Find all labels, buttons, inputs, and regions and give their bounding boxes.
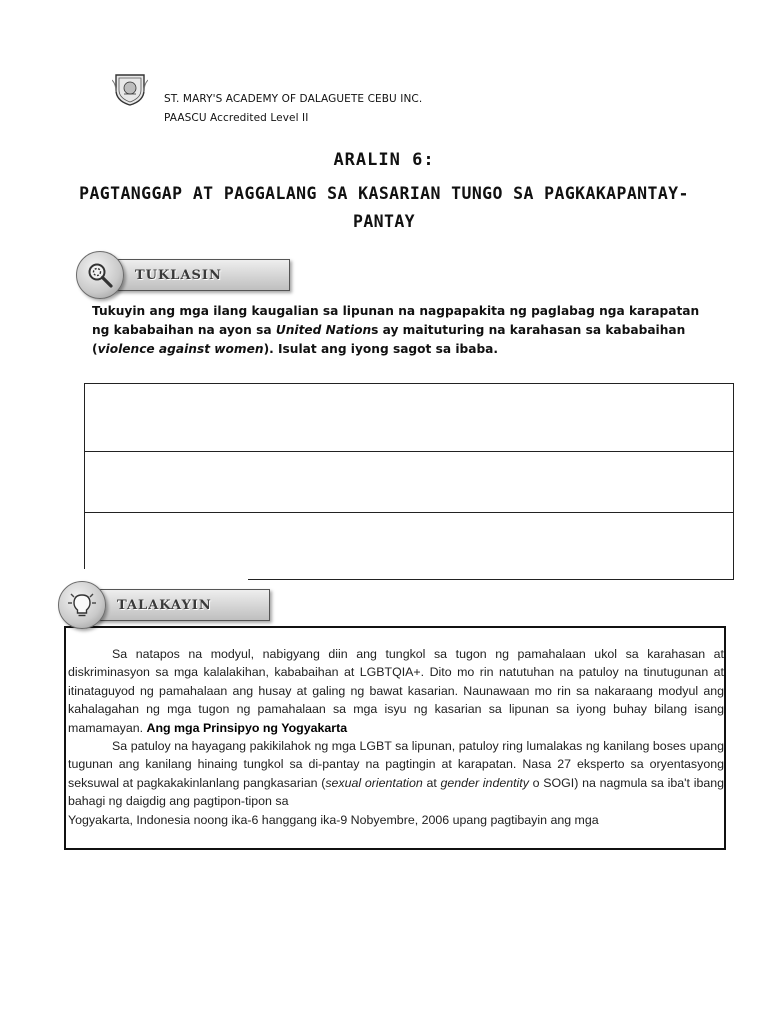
paragraph-2-body-c: o SOGI) na nagmula sa iba't ibang bahagi ng daigdig ang pagtipon-tipon sa — [68, 775, 725, 809]
lesson-title-line-2: PANTAY — [352, 212, 415, 231]
discussion-text — [68, 645, 724, 829]
paragraph-3: Yogyakarta, Indonesia noong ika-6 hanggang ika-9 Nobyembre, 2006 upang pagtibayin ang mga — [68, 812, 599, 827]
school-name: ST. MARY'S ACADEMY OF DALAGUETE CEBU INC. — [164, 93, 423, 105]
instr-part-5: ). Isulat ang iyong sagot sa ibaba. — [263, 342, 499, 356]
talakayin-discussion-box — [64, 626, 726, 850]
school-seal-logo — [112, 72, 148, 106]
lightbulb-icon — [58, 581, 106, 629]
yogyakarta-heading: Ang mga Prinsipyo ng Yogyakarta — [146, 720, 348, 735]
paragraph-1 — [68, 645, 724, 737]
talakayin-label-bar — [82, 589, 270, 621]
sexual-orientation-term: sexual orientation — [325, 775, 423, 790]
tuklasin-label: TUKLASIN — [135, 267, 222, 283]
answer-row-1[interactable] — [84, 383, 734, 452]
instr-part-1: Tukuyin ang mga ilang kaugalian sa lipunan na nagpapakita ng paglabag nga karapatan ng kababaihan na ayon sa — [92, 304, 700, 337]
tuklasin-label-bar — [100, 259, 290, 291]
lesson-title — [0, 180, 768, 236]
answer-row-2[interactable] — [84, 451, 734, 513]
school-accreditation: PAASCU Accredited Level II — [164, 112, 309, 124]
paragraph-2-body-b: at — [422, 775, 441, 790]
gender-identity-term: gender indentity — [440, 775, 529, 790]
tuklasin-instructions — [92, 302, 712, 359]
talakayin-label: TALAKAYIN — [117, 597, 212, 613]
lesson-title-line-1: PAGTANGGAP AT PAGGALANG SA KASARIAN TUNGO SA PAGKAKAPANTAY- — [79, 184, 689, 203]
instr-united-nations: United Nation — [275, 323, 372, 337]
paragraph-1-body: Sa natapos na modyul, nabigyang diin ang tungkol sa tugon ng pamahalaan ukol sa karahasan at diskriminasyon sa mga kalalakihan, kababaihan at LGBTQIA+. Dito mo rin natutuhan na patuloy na tinutugunan at itinataguyod ng pamahalaan ang husay at galing ng bawat kasarian. Naunawaan mo rin sa nakaraang modyul ang kahalagahan ng mga tugon ng pamahalaan sa mga isyu ng kasarian sa lipunan sa iyong buhay bilang isang mamamayan. — [68, 647, 724, 735]
magnifier-gear-icon — [76, 251, 124, 299]
instr-violence-against-women: violence against women — [97, 342, 264, 356]
instr-part-3: s ay maituturing na karahasan sa kababaihan ( — [92, 323, 686, 356]
lesson-number: ARALIN 6: — [333, 150, 435, 170]
paragraph-2 — [68, 737, 724, 811]
table-corner-gap — [82, 569, 248, 585]
paragraph-2-body-a: Sa patuloy na hayagang pakikilahok ng mga LGBT sa lipunan, patuloy ring lumalakas ng kanilang boses upang tugunan ang kanilang hinaing tungkol sa di-pantay na pagtingin at karapatan. Nasa 27 eksperto sa oryentasyong seksuwal at pagkakakinlanlang pangkasarian ( — [68, 739, 724, 790]
answer-table — [84, 383, 734, 579]
